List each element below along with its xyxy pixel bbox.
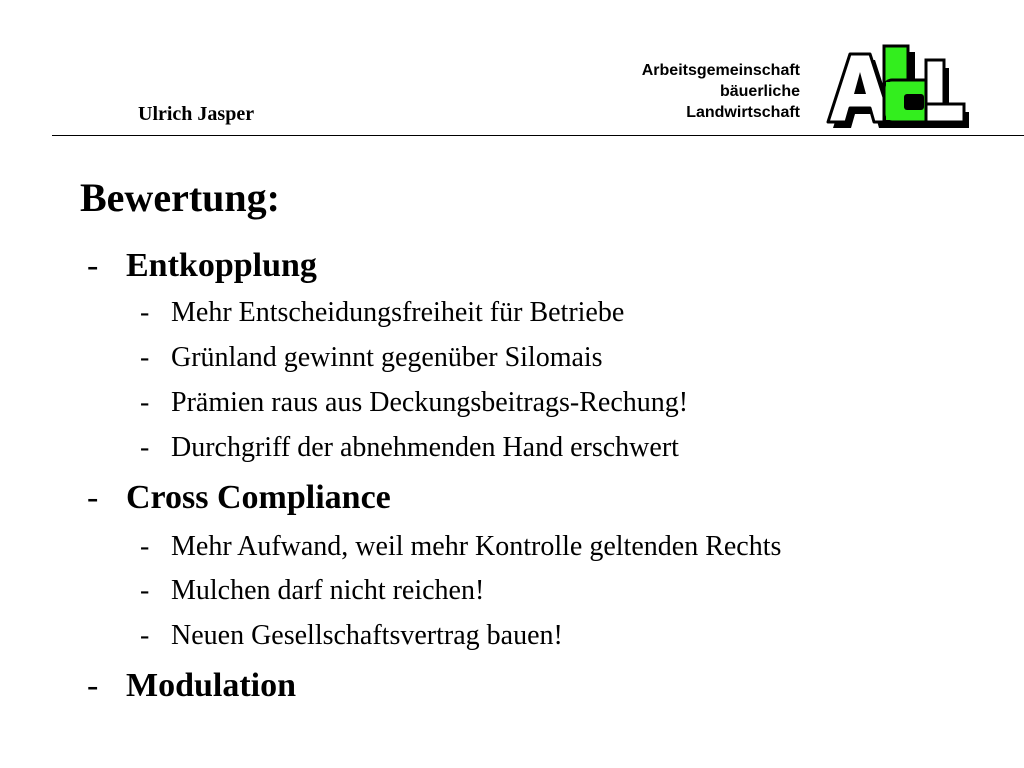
sub-bullet-text: Mulchen darf nicht reichen! (171, 575, 485, 606)
sub-bullet-text: Durchgriff der abnehmenden Hand erschwert (171, 432, 679, 463)
sub-bullet-marker: - (140, 575, 150, 606)
sub-bullet-marker: - (140, 342, 150, 373)
sub-bullet-marker: - (140, 531, 150, 562)
organization-name-line: Landwirtschaft (686, 104, 800, 121)
sub-bullet-text: Prämien raus aus Deckungsbeitrags-Rechung! (171, 387, 689, 418)
sub-bullet-marker: - (140, 297, 150, 328)
bullet-heading: Modulation (126, 667, 297, 704)
bullet-marker: - (87, 479, 99, 516)
author-name: Ulrich Jasper (138, 103, 255, 125)
sub-bullet-marker: - (140, 620, 150, 651)
sub-bullet-marker: - (140, 387, 150, 418)
sub-bullet-marker: - (140, 432, 150, 463)
slide-title: Bewertung: (80, 175, 280, 220)
sub-bullet-text: Mehr Aufwand, weil mehr Kontrolle geltenden Rechts (171, 531, 782, 562)
bullet-heading: Cross Compliance (126, 479, 391, 516)
bullet-marker: - (87, 247, 99, 284)
bullet-heading: Entkopplung (126, 247, 317, 284)
sub-bullet-text: Mehr Entscheidungsfreiheit für Betriebe (171, 297, 625, 328)
sub-bullet-text: Neuen Gesellschaftsvertrag bauen! (171, 620, 563, 651)
bullet-marker: - (87, 667, 99, 704)
organization-name-line: bäuerliche (719, 83, 800, 100)
sub-bullet-text: Grünland gewinnt gegenüber Silomais (171, 342, 603, 373)
organization-name-line: Arbeitsgemeinschaft (641, 62, 800, 79)
